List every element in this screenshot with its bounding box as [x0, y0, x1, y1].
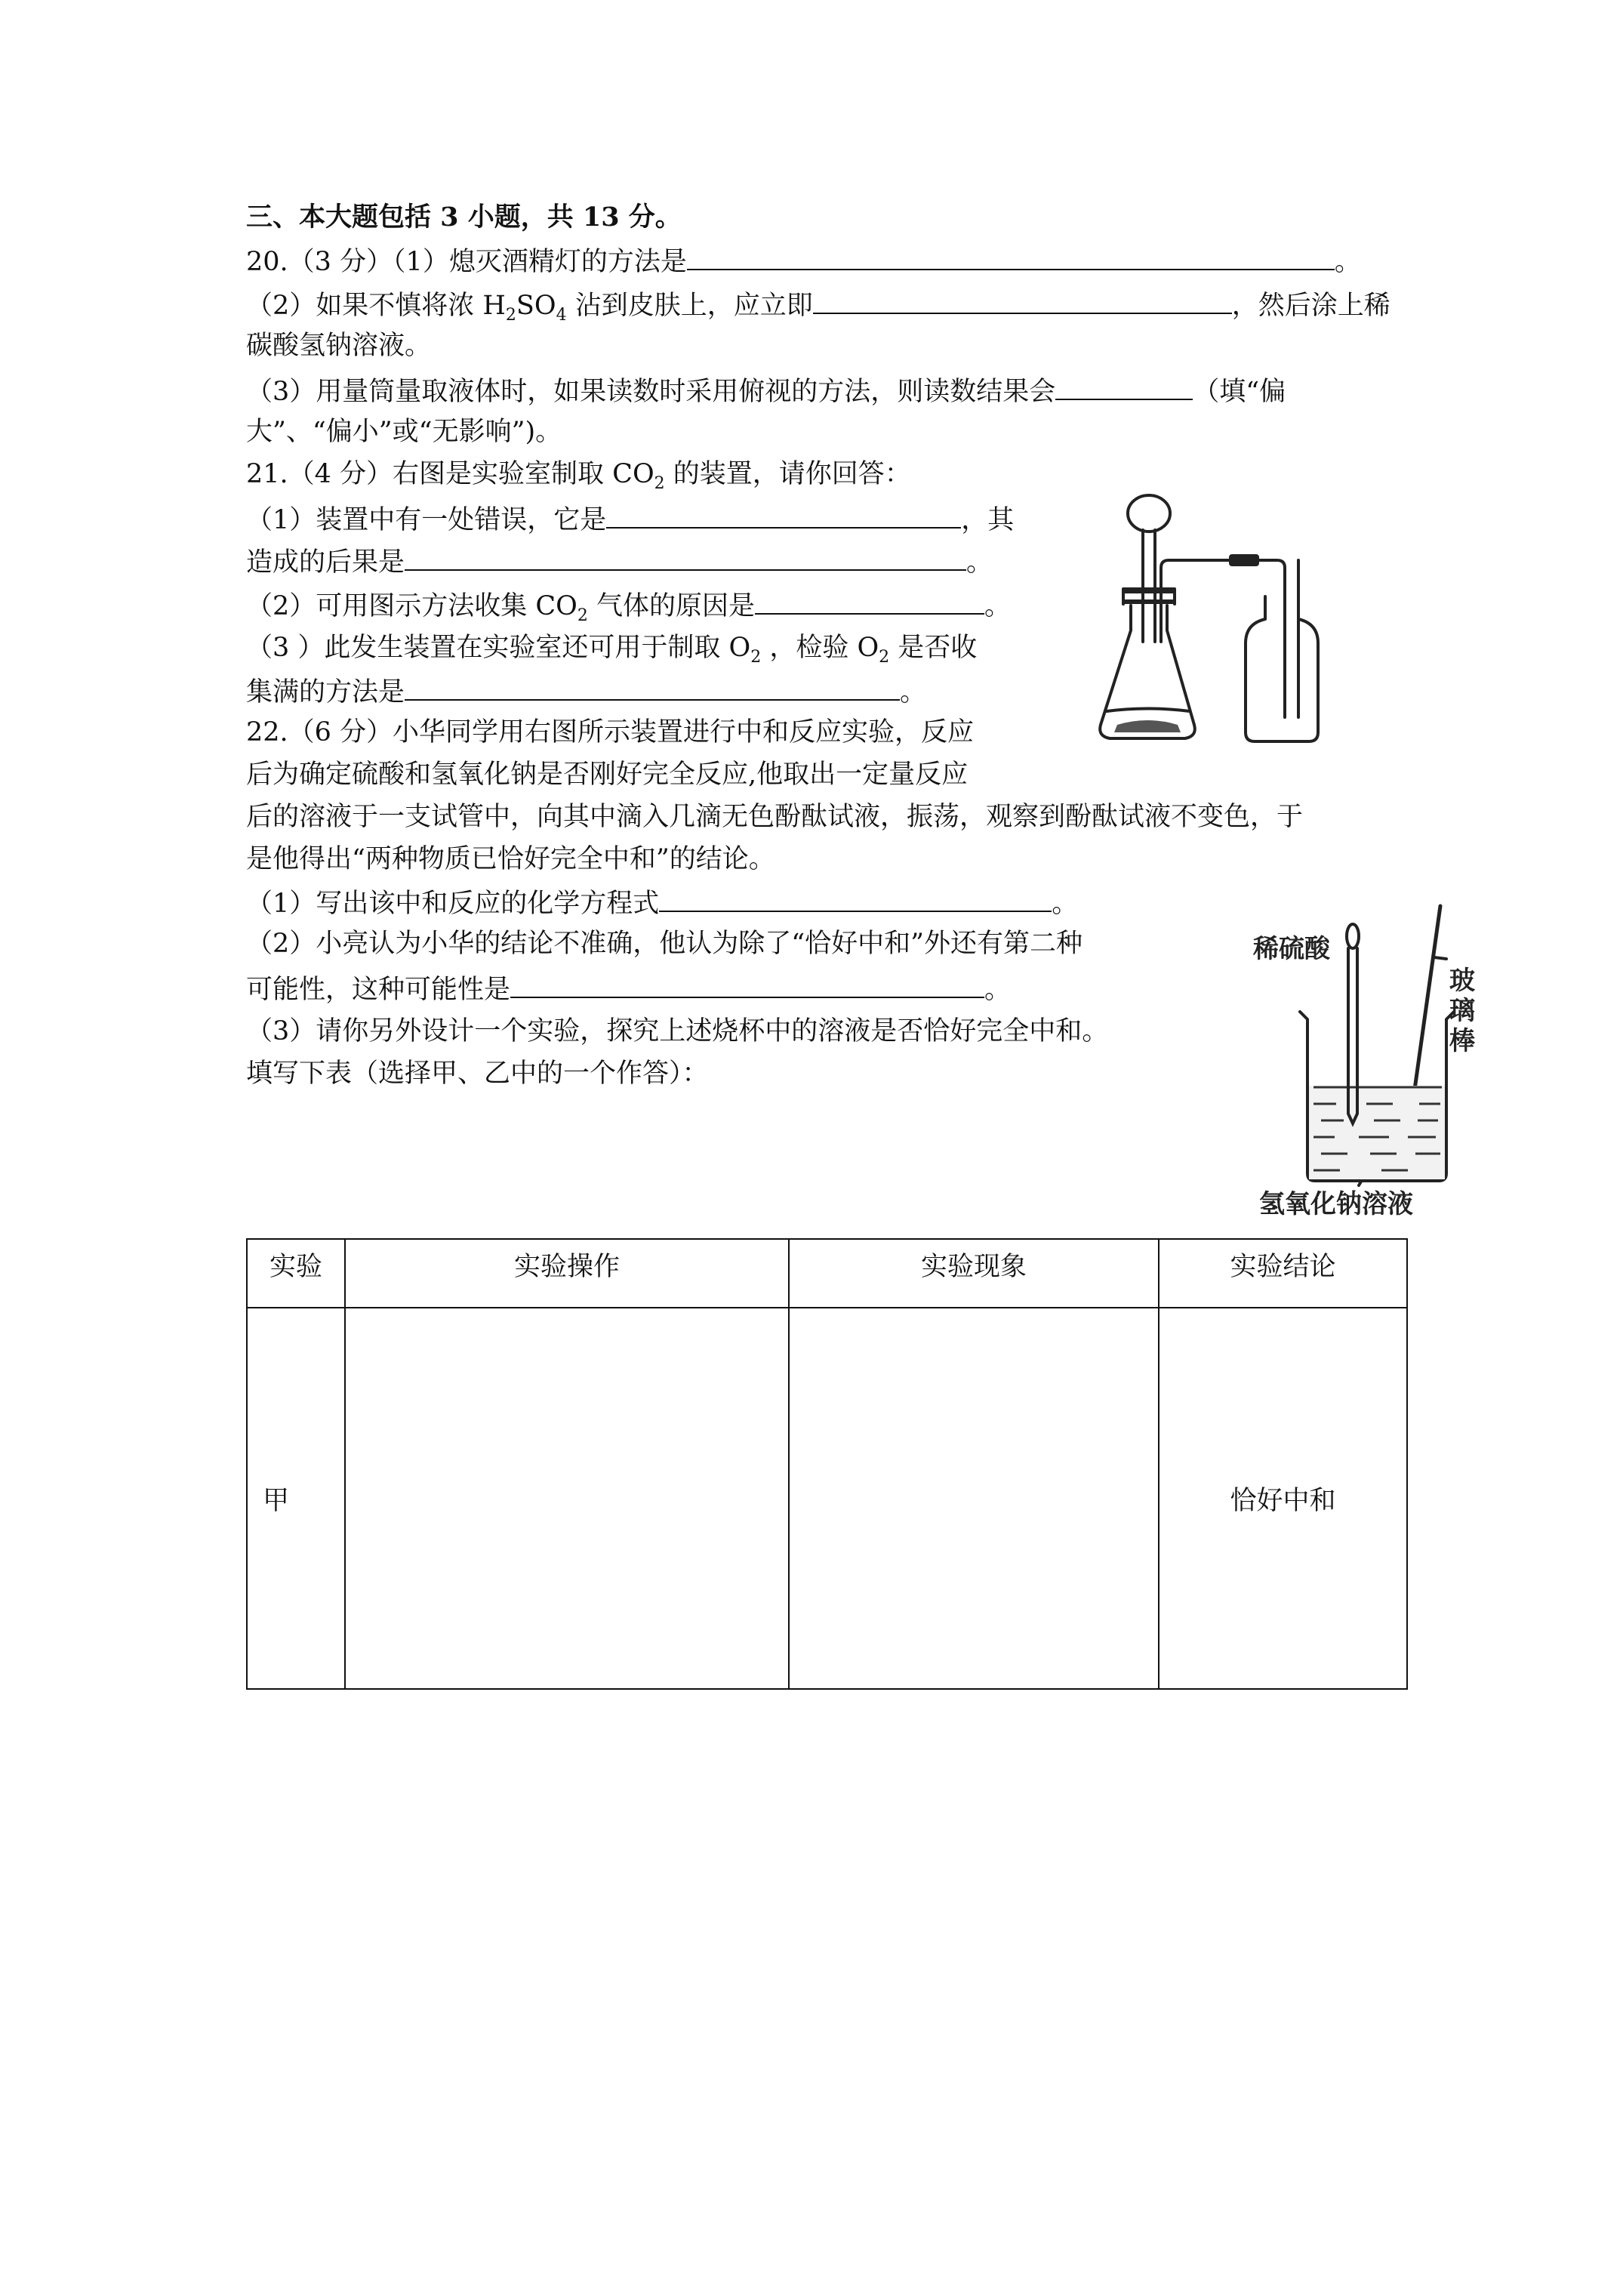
cell-phenomenon-input[interactable]: [789, 1308, 1159, 1689]
co2-apparatus-figure: [1087, 476, 1313, 778]
cell-experiment: 甲: [247, 1308, 345, 1689]
answer-blank[interactable]: [1055, 373, 1193, 400]
q21-text-1a: 21.（4 分）右图是实验室制取 CO: [246, 459, 654, 489]
flask-solid: [1114, 720, 1181, 732]
flask-liquid-level: [1107, 709, 1190, 712]
answer-blank[interactable]: [405, 544, 966, 571]
q21-text-5a: （3 ）此发生装置在实验室还可用于制取 O: [246, 633, 751, 663]
leader-line: [1434, 957, 1446, 959]
delivery-tube-right: [1258, 560, 1285, 717]
q22-text-7b: 。: [984, 975, 1012, 1005]
q21-line3: [246, 544, 993, 579]
q20-text-1a: 20.（3 分）（1）熄灭酒精灯的方法是: [246, 247, 687, 277]
experiment-table: [246, 1238, 1408, 1690]
subscript: 2: [750, 648, 762, 667]
stopper-band: [1122, 599, 1176, 604]
subscript: 2: [879, 648, 890, 667]
q22-line5: [246, 885, 1078, 920]
q20-text-4b: （填“偏: [1193, 377, 1286, 407]
q21-line2: [246, 501, 1014, 537]
q22-line6: （2）小亮认为小华的结论不准确，他认为除了“恰好中和”外还有第二种: [246, 929, 1083, 959]
q22-line7: [246, 971, 1011, 1006]
conical-flask: [1100, 606, 1195, 738]
q20-text-2a: （2）如果不慎将浓 H: [246, 291, 506, 321]
q20-line1: [246, 243, 1361, 279]
q21-text-6a: 集满的方法是: [246, 677, 405, 707]
header-phenomenon: 实验现象: [789, 1239, 1159, 1308]
q21-text-1b: 的装置，请你回答：: [664, 459, 911, 489]
answer-blank[interactable]: [687, 243, 1335, 270]
q20-line3: 碳酸氢钠溶液。: [246, 331, 432, 361]
q21-line6: [246, 673, 926, 709]
q21-text-5c: 是否收: [889, 633, 978, 663]
subscript: 2: [505, 306, 516, 325]
answer-blank[interactable]: [510, 971, 984, 998]
label-sodium-hydroxide-solution: 氢氧化钠溶液: [1259, 1189, 1413, 1219]
label-dilute-sulfuric-acid: 稀硫酸: [1253, 934, 1330, 964]
cell-conclusion: 恰好中和: [1159, 1308, 1407, 1689]
answer-blank[interactable]: [813, 287, 1232, 314]
q22-text-5a: （1）写出该中和反应的化学方程式: [246, 889, 660, 919]
q21-text-4b: 气体的原因是: [587, 591, 756, 621]
answer-blank[interactable]: [755, 587, 984, 615]
q20-line2: [246, 287, 1390, 325]
answer-blank[interactable]: [606, 501, 961, 529]
header-conclusion: 实验结论: [1159, 1239, 1407, 1308]
stopper-band: [1122, 589, 1176, 593]
beaker-liquid: [1309, 1086, 1445, 1179]
q21-text-6b: 。: [900, 677, 927, 707]
answer-blank[interactable]: [405, 673, 900, 701]
q22-line4: 是他得出“两种物质已恰好完全中和”的结论。: [246, 844, 775, 874]
q22-line2: 后为确定硫酸和氢氧化钠是否刚好完全反应,他取出一定量反应: [246, 760, 969, 790]
label-glass-rod-3: 棒: [1449, 1026, 1475, 1056]
q22-line3: 后的溶液于一支试管中，向其中滴入几滴无色酚酞试液，振荡，观察到酚酞试液不变色，于: [246, 802, 1304, 832]
q22-line1: 22.（6 分）小华同学用右图所示装置进行中和反应实验，反应: [246, 717, 975, 747]
q20-text-2c: 沾到皮肤上，应立即: [566, 291, 813, 321]
q21-text-2b: ，其: [961, 505, 1015, 535]
label-glass-rod-2: 璃: [1449, 996, 1475, 1026]
q20-line4: [246, 373, 1286, 408]
q20-line5: 大”、“偏小”或“无影响”)。: [246, 417, 562, 447]
q22-line9: 填写下表（选择甲、乙中的一个作答）：: [246, 1059, 709, 1089]
label-glass-rod-1: 玻: [1449, 966, 1475, 996]
q21-text-3b: 。: [966, 547, 993, 578]
answer-blank[interactable]: [659, 885, 1052, 912]
q20-text-4a: （3）用量筒量取液体时，如果读数时采用俯视的方法，则读数结果会: [246, 377, 1056, 407]
q21-line4: [246, 587, 1011, 623]
q21-line1: [246, 458, 911, 491]
neutralization-beaker-figure: [1238, 883, 1475, 1223]
table-header-row: [247, 1239, 1407, 1308]
q21-text-4a: （2）可用图示方法收集 CO: [246, 591, 577, 621]
q21-text-2a: （1）装置中有一处错误，它是: [246, 505, 607, 535]
q21-text-4c: 。: [984, 591, 1012, 621]
header-experiment: 实验: [247, 1239, 345, 1308]
dropper-bulb: [1347, 924, 1359, 948]
table-row: [247, 1308, 1407, 1689]
q22-text-7a: 可能性，这种可能性是: [246, 975, 511, 1005]
q22-line8: （3）请你另外设计一个实验，探究上述烧杯中的溶液是否恰好完全中和。: [246, 1016, 1109, 1046]
subscript: 2: [654, 474, 665, 493]
funnel-stem: [1143, 530, 1155, 642]
q20-text-2b: SO: [516, 291, 556, 321]
q22-text-5b: 。: [1052, 889, 1079, 919]
header-operation: 实验操作: [345, 1239, 789, 1308]
q20-text-2d: ，然后涂上稀: [1231, 291, 1390, 321]
subscript: 4: [556, 306, 567, 325]
q21-text-3a: 造成的后果是: [246, 547, 405, 578]
subscript: 2: [577, 606, 588, 625]
cell-operation-input[interactable]: [345, 1308, 789, 1689]
rubber-connector: [1229, 554, 1259, 566]
section-header: 三、本大题包括 3 小题，共 13 分。: [246, 202, 682, 233]
q20-text-1b: 。: [1334, 247, 1361, 277]
funnel-bulb: [1128, 495, 1170, 532]
q21-line5: [246, 631, 978, 667]
q21-text-5b: ，检验 O: [761, 633, 879, 663]
gas-collection-bottle: [1246, 596, 1318, 741]
